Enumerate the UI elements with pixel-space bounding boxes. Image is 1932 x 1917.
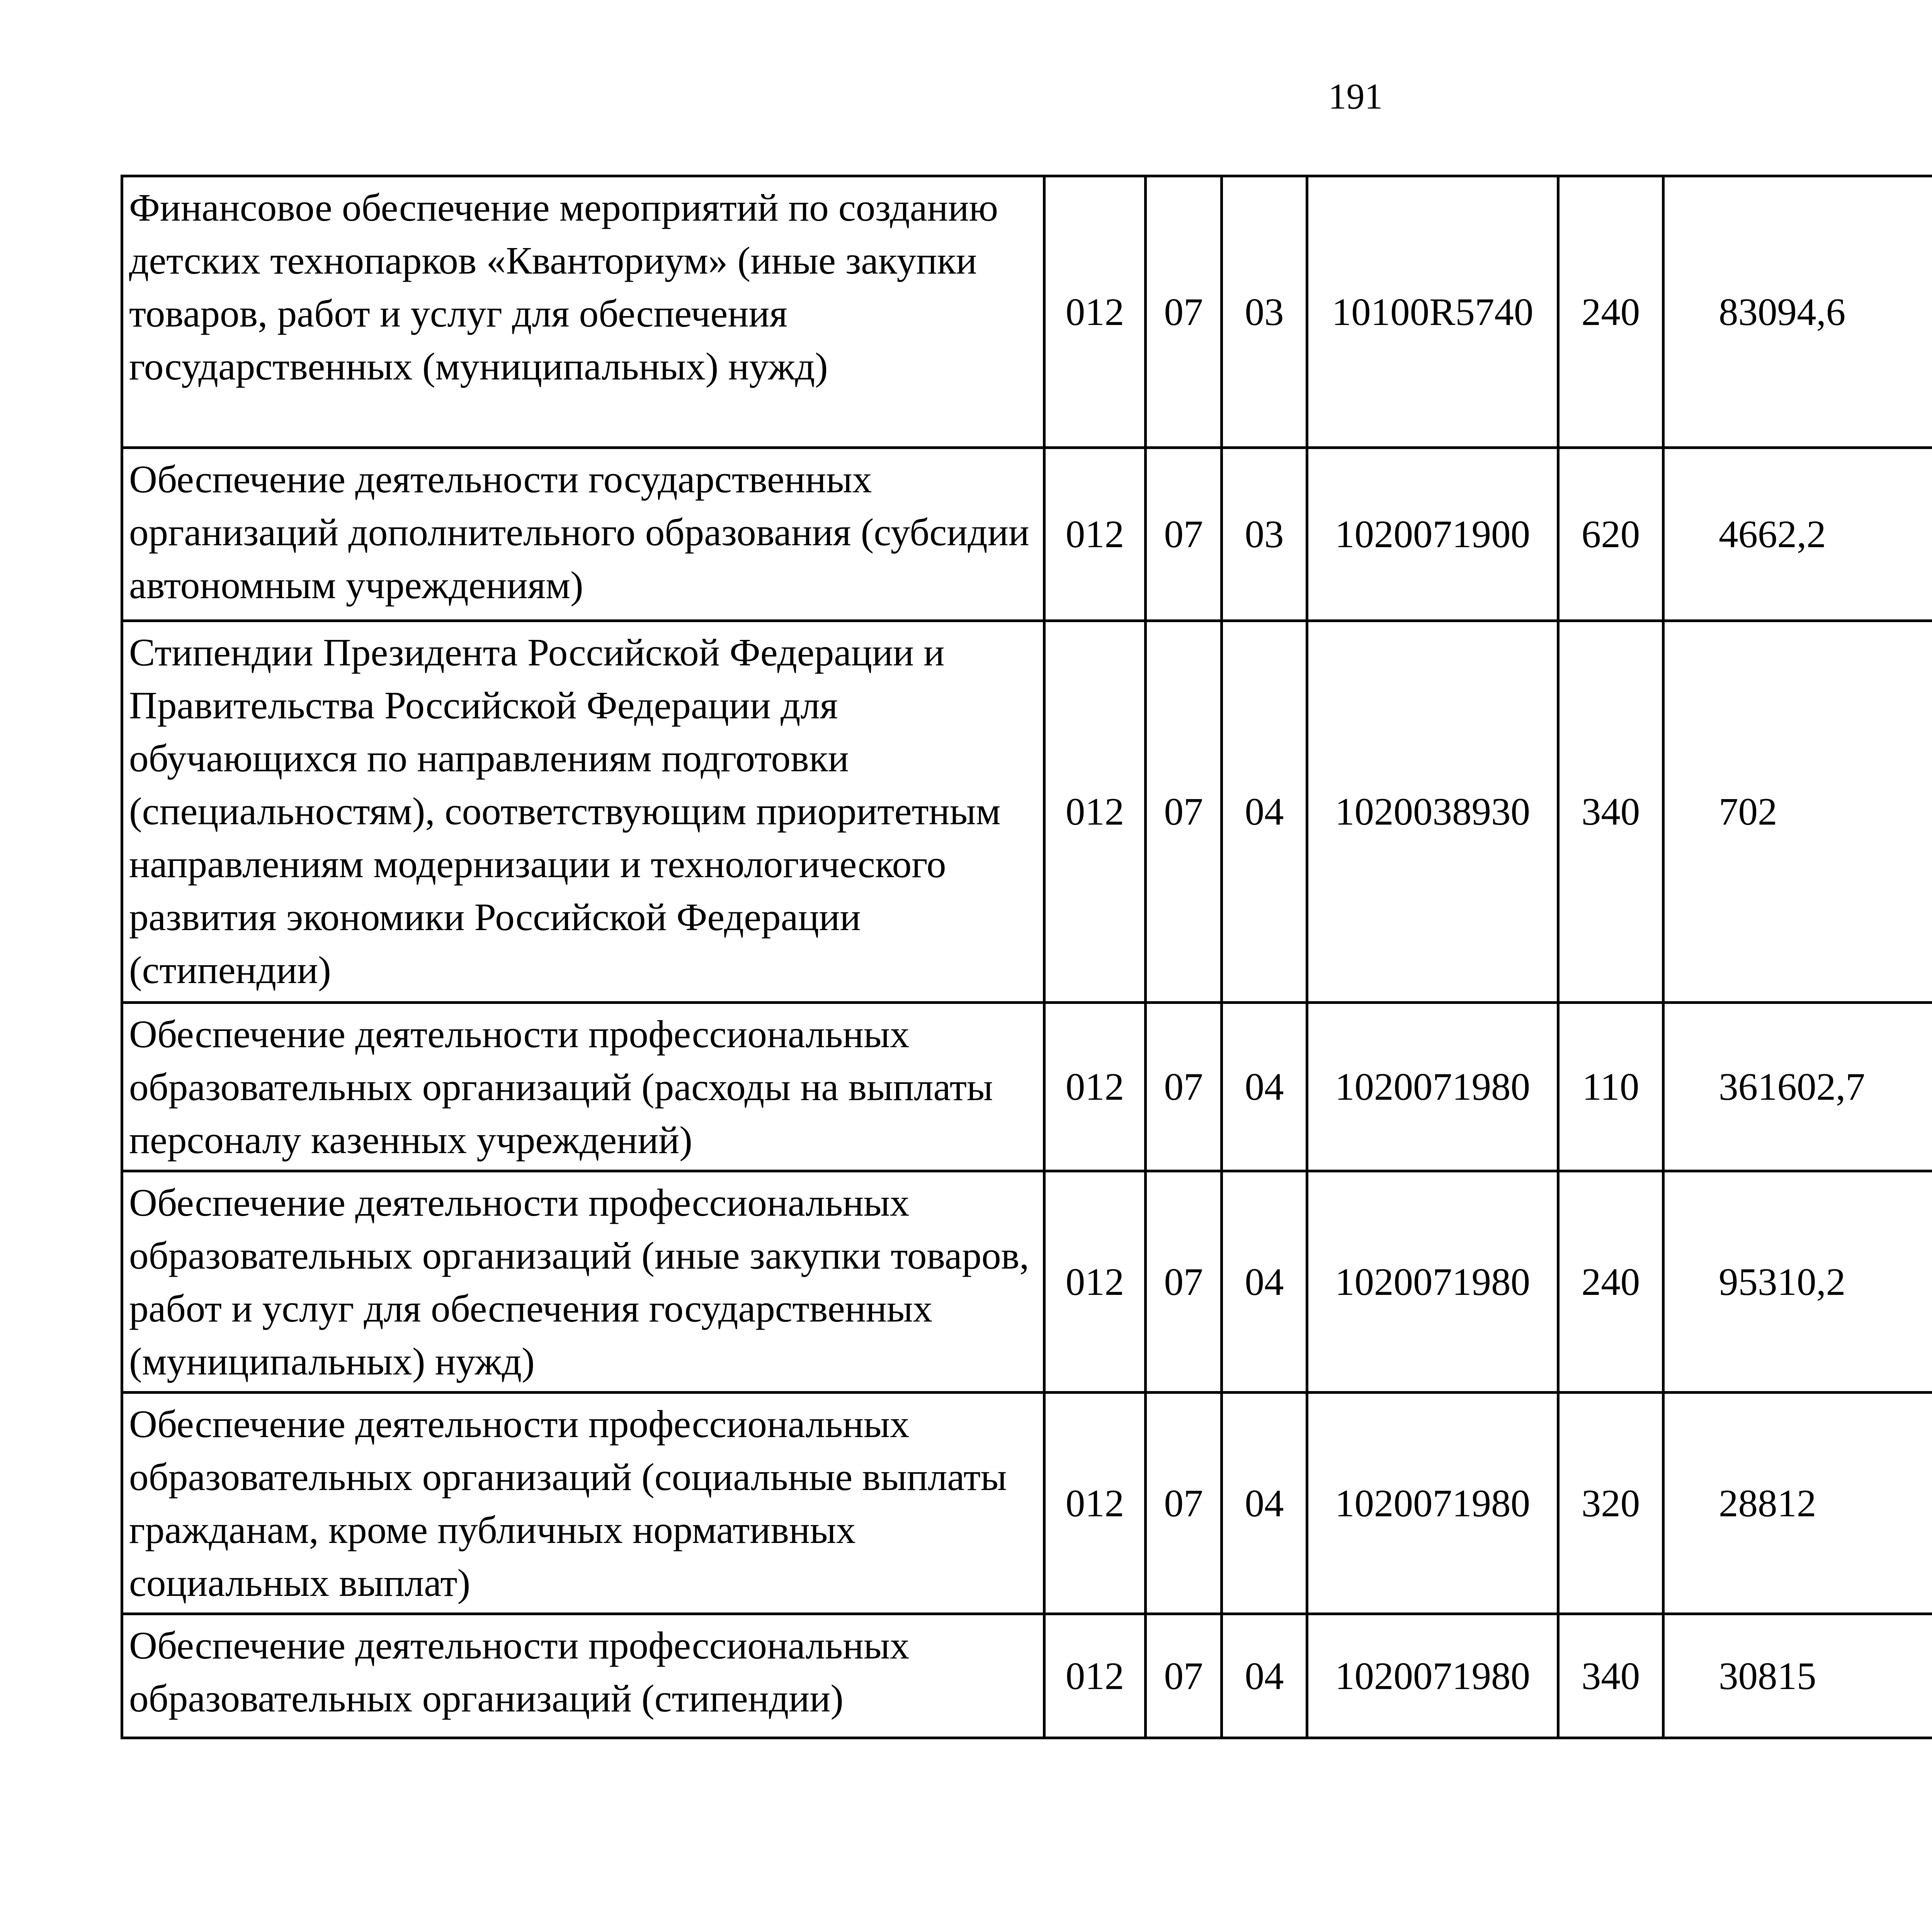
expense-type-code: 240: [1558, 176, 1663, 448]
table-row: [122, 176, 1932, 448]
row-description: Обеспечение деятельности профессиональных образовательных организаций (стипендии): [122, 1614, 1044, 1738]
subsection-code: 04: [1222, 621, 1307, 1003]
expense-type-code: 240: [1558, 1171, 1663, 1393]
table-row: [122, 1171, 1932, 1393]
subsection-code: 03: [1222, 448, 1307, 621]
row-description: Обеспечение деятельности государственных организаций дополнительного образования (субсидии автономным учреждениям): [122, 448, 1044, 621]
expense-type-code: 340: [1558, 621, 1663, 1003]
amount-year-1: 83094,6: [1663, 176, 1932, 448]
amount-year-1: 4662,2: [1663, 448, 1932, 621]
target-article-code: 1020071980: [1307, 1393, 1558, 1614]
ministry-code: 012: [1044, 176, 1146, 448]
amount-year-1: 95310,2: [1663, 1171, 1932, 1393]
subsection-code: 04: [1222, 1003, 1307, 1171]
row-description: Обеспечение деятельности профессиональных образовательных организаций (иные закупки товаров, работ и услуг для обеспечения государственных (муниципальных) нужд): [122, 1171, 1044, 1393]
table-row: [122, 1393, 1932, 1614]
section-code: 07: [1146, 176, 1222, 448]
row-description: Обеспечение деятельности профессиональных образовательных организаций (социальные выплаты гражданам, кроме публичных нормативных социальных выплат): [122, 1393, 1044, 1614]
subsection-code: 04: [1222, 1171, 1307, 1393]
section-code: 07: [1146, 1614, 1222, 1738]
target-article-code: 1020071900: [1307, 448, 1558, 621]
table-row: [122, 1003, 1932, 1171]
ministry-code: 012: [1044, 1393, 1146, 1614]
ministry-code: 012: [1044, 621, 1146, 1003]
table-row: [122, 621, 1932, 1003]
target-article-code: 1020071980: [1307, 1614, 1558, 1738]
table-row: [122, 448, 1932, 621]
page-number: 191: [1328, 77, 1383, 117]
amount-year-1: 361602,7: [1663, 1003, 1932, 1171]
subsection-code: 04: [1222, 1393, 1307, 1614]
budget-table-body: [122, 176, 1932, 1738]
section-code: 07: [1146, 448, 1222, 621]
amount-year-1: 702: [1663, 621, 1932, 1003]
section-code: 07: [1146, 1003, 1222, 1171]
table-row: [122, 1614, 1932, 1738]
target-article-code: 1020038930: [1307, 621, 1558, 1003]
ministry-code: 012: [1044, 1614, 1146, 1738]
row-description: Стипендии Президента Российской Федерации и Правительства Российской Федерации для обучающихся по направлениям подготовки (специальностям), соответствующим приоритетным направлениям модернизации и технологического развития экономики Российской Федерации (стипендии): [122, 621, 1044, 1003]
row-description: Обеспечение деятельности профессиональных образовательных организаций (расходы на выплаты персоналу казенных учреждений): [122, 1003, 1044, 1171]
ministry-code: 012: [1044, 1171, 1146, 1393]
budget-table: [121, 175, 1932, 1739]
expense-type-code: 110: [1558, 1003, 1663, 1171]
expense-type-code: 340: [1558, 1614, 1663, 1738]
ministry-code: 012: [1044, 1003, 1146, 1171]
expense-type-code: 620: [1558, 448, 1663, 621]
target-article-code: 1020071980: [1307, 1171, 1558, 1393]
amount-year-1: 28812: [1663, 1393, 1932, 1614]
target-article-code: 10100R5740: [1307, 176, 1558, 448]
section-code: 07: [1146, 621, 1222, 1003]
amount-year-1: 30815: [1663, 1614, 1932, 1738]
section-code: 07: [1146, 1171, 1222, 1393]
subsection-code: 04: [1222, 1614, 1307, 1738]
expense-type-code: 320: [1558, 1393, 1663, 1614]
section-code: 07: [1146, 1393, 1222, 1614]
target-article-code: 1020071980: [1307, 1003, 1558, 1171]
row-description: Финансовое обеспечение мероприятий по созданию детских технопарков «Кванториум» (иные закупки товаров, работ и услуг для обеспечения государственных (муниципальных) нужд): [122, 176, 1044, 448]
ministry-code: 012: [1044, 448, 1146, 621]
subsection-code: 03: [1222, 176, 1307, 448]
